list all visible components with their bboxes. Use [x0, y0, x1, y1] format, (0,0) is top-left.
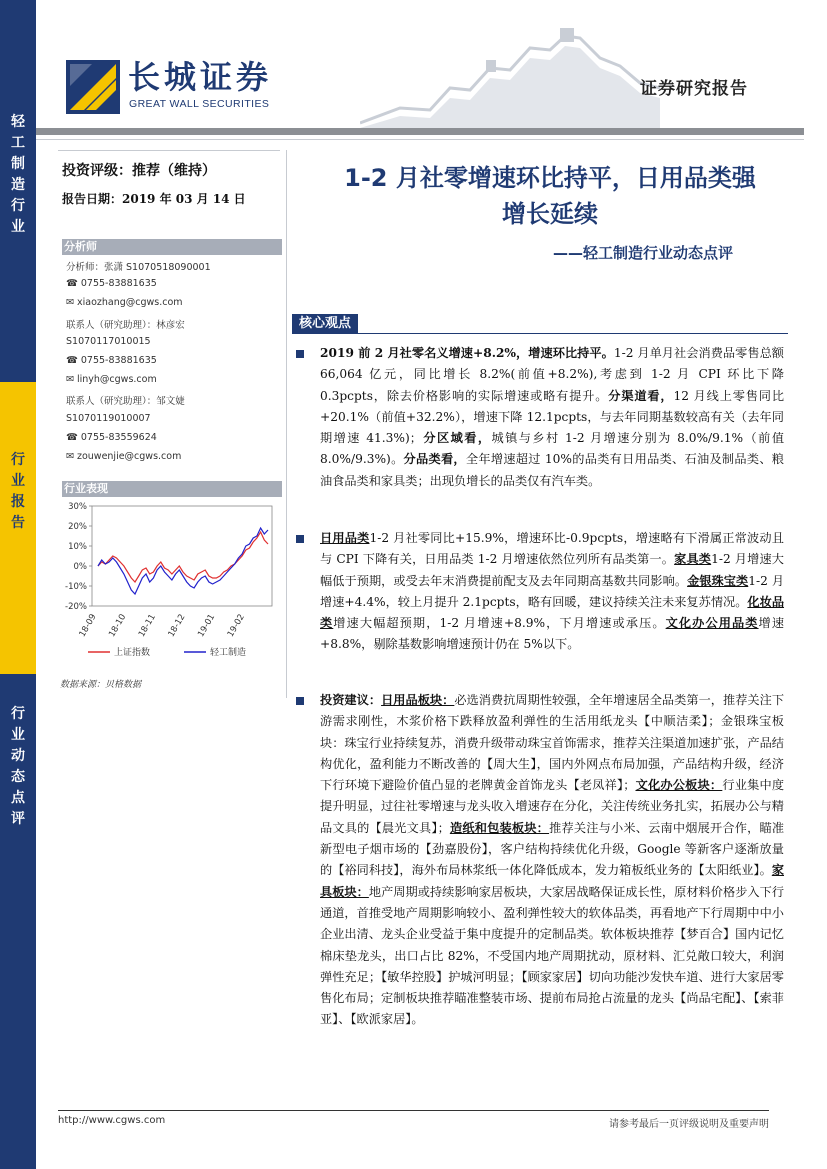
side-report-type-char: 报	[11, 494, 25, 510]
company-logo	[66, 58, 296, 118]
side-report-subtype-char: 行	[11, 706, 25, 722]
bullet-icon	[296, 350, 304, 358]
side-report-type-char: 业	[11, 473, 25, 489]
bullet-icon	[296, 697, 304, 705]
analyst-line: 联系人（研究助理）：邹文婕	[66, 396, 185, 408]
para-text: 1-2 月增速大幅低于预期，或受去年末消费提前配支及去年同期高基数共同影响。	[320, 552, 784, 588]
side-report-type-char: 行	[11, 452, 25, 468]
y-tick-label: 10%	[68, 542, 87, 552]
analyst-heading: 分析师	[62, 239, 282, 255]
side-industry-char: 工	[11, 135, 25, 151]
report-date: 报告日期：2019 年 03 月 14 日	[62, 192, 246, 206]
report-type: 证券研究报告	[640, 79, 748, 99]
header-rule	[36, 128, 804, 135]
legend-label: 轻工制造	[210, 648, 247, 658]
y-tick-label: 20%	[68, 522, 87, 532]
y-tick-label: 0%	[73, 562, 87, 572]
analyst-line: ☎ 0755-83881635	[66, 278, 157, 290]
x-tick-label: 18-09	[77, 612, 99, 639]
para-emphasis: 家具板块：	[320, 863, 784, 899]
paragraph-investment-advice	[320, 690, 784, 1031]
chart-frame	[92, 506, 272, 606]
bullet-icon	[296, 535, 304, 543]
side-band-report-type	[0, 382, 36, 674]
side-report-subtype-char: 点	[11, 790, 25, 806]
para-emphasis: 日用品类	[320, 531, 370, 545]
chart-source: 数据来源：贝格数据	[60, 680, 142, 690]
para-emphasis: 家具类	[674, 552, 712, 567]
left-col-divider	[286, 150, 287, 698]
para-text: 12 月线上零售同比+20.1%（前值+32.2%），增速下降 12.1pcpts，与去年同期基数较高有关（去年同期增速 41.3%)；	[320, 388, 785, 446]
para-text: 推荐关注与小米、云南中烟展开合作，瞄准新型电子烟市场的【劲嘉股份】，客户结构持续优化升级，Google 等新客户逐渐放量的【裕同科技】，海外布局林浆纸一体化降低成本，发力箱板纸业务的【太阳纸业】。	[320, 820, 785, 878]
para-emphasis: 造纸和包装板块：	[449, 820, 550, 835]
para-emphasis: 文化办公用品类	[665, 616, 759, 631]
side-industry-char: 造	[11, 177, 25, 193]
side-report-subtype-char: 动	[11, 748, 25, 764]
para-text: 增速大幅超预期，1-2 月增速+8.9%，下月增速或承压。	[333, 616, 666, 631]
para-emphasis: 日用品板块：	[381, 693, 455, 707]
left-col-rule	[58, 150, 280, 151]
y-tick-label: -10%	[65, 582, 87, 592]
header-rule-thin	[36, 139, 804, 140]
para-text: 必选消费抗周期性较强，全年增速居全品类第一，推荐关注下游需求刚性，木浆价格下跌释放盈利弹性的生活用纸龙头【中顺洁柔】；金银珠宝板块：珠宝行业持续复苏，消费升级带动珠宝首饰需求，推荐关注渠道加速扩张，产品结构优化，盈利能力不断改善的【周大生】，国内外网点布局加强，产品结构升级，经济下行环境下避险价值凸显的老牌黄金首饰龙头【老凤祥】；	[320, 693, 785, 793]
footer-disclaimer: 请参考最后一页评级说明及重要声明	[609, 1119, 769, 1130]
logo-mark-icon	[66, 60, 120, 114]
side-band-report-subtype	[0, 674, 36, 1169]
side-industry-char: 轻	[11, 114, 25, 130]
side-report-subtype-char: 态	[11, 769, 25, 785]
analyst-line: 联系人（研究助理）：林彦宏	[66, 319, 185, 331]
footer-url[interactable]: http://www.cgws.com	[58, 1115, 166, 1126]
y-tick-label: 30%	[68, 502, 87, 512]
analyst-line[interactable]: ✉ zouwenjie@cgws.com	[66, 451, 182, 462]
logo-en: GREAT WALL SECURITIES	[129, 98, 270, 110]
performance-heading: 行业表现	[62, 481, 282, 497]
analyst-line: ☎ 0755-83881635	[66, 355, 157, 366]
x-tick-label: 19-02	[225, 612, 247, 639]
analyst-line[interactable]: ✉ xiaozhang@cgws.com	[66, 297, 183, 309]
x-tick-label: 18-10	[107, 612, 129, 639]
performance-chart	[58, 500, 280, 668]
para-text: 1-2 月增速+4.4%，较上月提升 2.1pcpts，略有回暖，建议持续关注未来复苏情况。	[320, 573, 785, 609]
para-emphasis: 化妆品类	[320, 594, 785, 631]
report-title-line2: 增长延续	[502, 200, 598, 228]
y-tick-label: -20%	[65, 602, 87, 612]
side-industry-char: 业	[11, 219, 25, 235]
side-report-subtype-char: 评	[11, 811, 25, 827]
paragraph-retail-growth	[320, 343, 784, 492]
x-tick-label: 18-12	[166, 612, 188, 639]
side-industry-char: 行	[11, 198, 25, 214]
para-emphasis: 金银珠宝类	[687, 573, 749, 588]
x-tick-label: 19-01	[196, 612, 218, 639]
analyst-line[interactable]: ✉ linyh@cgws.com	[66, 374, 157, 386]
paragraph-category-growth	[320, 528, 784, 656]
para-text: 1-2 月单月社会消费品零售总额 66,064 亿元，同比增长 8.2%(前值+8.2%),考虑到 1-2 月 CPI 环比下降 0.3pcpts，除去价格影响的实际增速或略有提升。	[320, 346, 784, 403]
analyst-line: S1070119010007	[66, 412, 151, 424]
para-emphasis: 分渠道看，	[608, 388, 674, 403]
great-wall-illustration	[360, 28, 660, 128]
para-emphasis: 2019 前 2 月社零名义增速+8.2%，增速环比持平。	[320, 346, 614, 360]
side-band-industry	[0, 0, 36, 382]
analyst-line: 分析师：张潇 S1070518090001	[66, 262, 211, 273]
analyst-line: ☎ 0755-83559624	[66, 431, 157, 443]
report-title-line1: 1-2 月社零增速环比持平，日用品类强	[344, 164, 756, 192]
para-text: 1-2 月社零同比+15.9%，增速环比-0.9pcpts，增速略有下滑属正常波动且与 CPI 下降有关，日用品类 1-2 月增速依然位列所有品类第一。	[320, 531, 784, 567]
para-emphasis: 投资建议：	[320, 693, 382, 707]
para-text: 城镇与乡村 1-2 月增速分别为 8.0%/9.1%（前值 8.0%/9.3%)。	[320, 431, 785, 467]
para-text: 增速+8.8%，剔除基数影响增速预计仍在 5%以下。	[320, 616, 785, 652]
footer-rule	[58, 1110, 769, 1111]
report-subtitle: ——轻工制造行业动态点评	[553, 244, 734, 262]
para-text: 地产周期或持续影响家居板块，大家居战略保证成长性，原材料价格步入下行通道，首推受地产周期影响较小、盈利弹性较大的软体品类，再看地产下行周期中中小企业出清、龙头企业受益于集中度提升的定制品类。软体板块推荐【梦百合】国内记忆棉床垫龙头，出口占比 82%，不受国内地产周期扰动，原材料、汇兑敞口较大，利润弹性充足；【敏华控股】护城河明显；【顾家家居】切向功能沙发快车道、进行大家居零售化布局；定制板块推荐瞄准整装市场、提前布局抢占流量的龙头【尚品宅配】、【索菲亚】、【欧派家居】。	[320, 884, 785, 1027]
side-report-type-char: 告	[11, 515, 25, 531]
analyst-line: S1070117010015	[66, 335, 151, 347]
para-text: 行业集中度提升明显，过往社零增速与龙头收入增速存在分化，关注传统业务扎实，拓展办公与精品文具的【晨光文具】；	[320, 778, 785, 835]
core-rule	[292, 333, 788, 334]
para-emphasis: 分品类看，	[403, 452, 466, 467]
legend-label: 上证指数	[114, 648, 151, 658]
side-industry-char: 制	[11, 156, 25, 172]
series-line-1	[98, 528, 268, 594]
side-report-subtype-char: 业	[11, 727, 25, 743]
para-emphasis: 分区域看，	[421, 431, 492, 446]
para-text: 全年增速超过 10%的品类有日用品类、石油及制品类、粮油食品类和家具类；出现负增长的品类仅有汽车类。	[320, 452, 784, 488]
x-tick-label: 18-11	[136, 612, 158, 639]
core-heading: 核心观点	[292, 314, 358, 334]
para-emphasis: 文化办公板块：	[635, 778, 723, 793]
logo-cn: 长城证券	[128, 58, 273, 96]
rating: 投资评级：推荐（维持）	[62, 163, 216, 179]
